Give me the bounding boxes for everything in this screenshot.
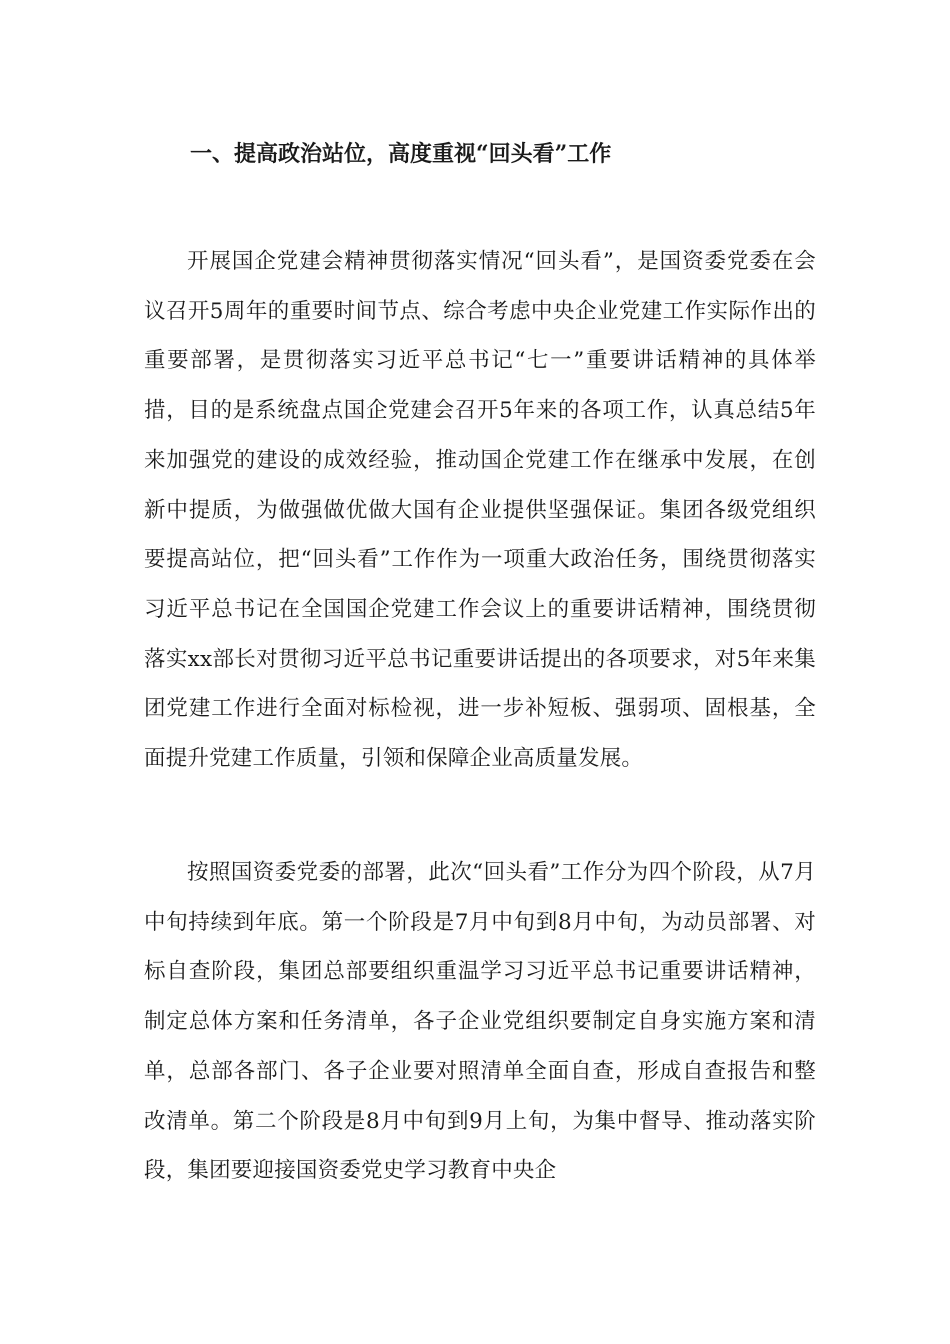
body-paragraph-1: 开展国企党建会精神贯彻落实情况“回头看”，是国资委党委在会议召开5周年的重要时间节点、综合考虑中央企业党建工作实际作出的重要部署，是贯彻落实习近平总书记“七一”重要讲话精神的具体举措，目的是系统盘点国企党建会召开5年来的各项工作，认真总结5年来加强党的建设的成效经验，推动国企党建工作在继承中发展，在创新中提质，为做强做优做大国有企业提供坚强保证。集团各级党组织要提高站位，把“回头看”工作作为一项重大政治任务，围绕贯彻落实习近平总书记在全国国企党建工作会议上的重要讲话精神，围绕贯彻落实xx部长对贯彻习近平总书记重要讲话提出的各项要求，对5年来集团党建工作进行全面对标检视，进一步补短板、强弱项、固根基，全面提升党建工作质量，引领和保障企业高质量发展。 [144, 249, 816, 772]
section-heading: 一、提高政治站位，高度重视“回头看”工作 [190, 141, 612, 167]
body-paragraph-2: 按照国资委党委的部署，此次“回头看”工作分为四个阶段，从7月中旬持续到年底。第一个阶段是7月中旬到8月中旬，为动员部署、对标自查阶段，集团总部要组织重温学习习近平总书记重要讲话精神，制定总体方案和任务清单，各子企业党组织要制定自身实施方案和清单，总部各部门、各子企业要对照清单全面自查，形成自查报告和整改清单。第二个阶段是8月中旬到9月上旬，为集中督导、推动落实阶段，集团要迎接国资委党史学习教育中央企 [144, 860, 816, 1184]
